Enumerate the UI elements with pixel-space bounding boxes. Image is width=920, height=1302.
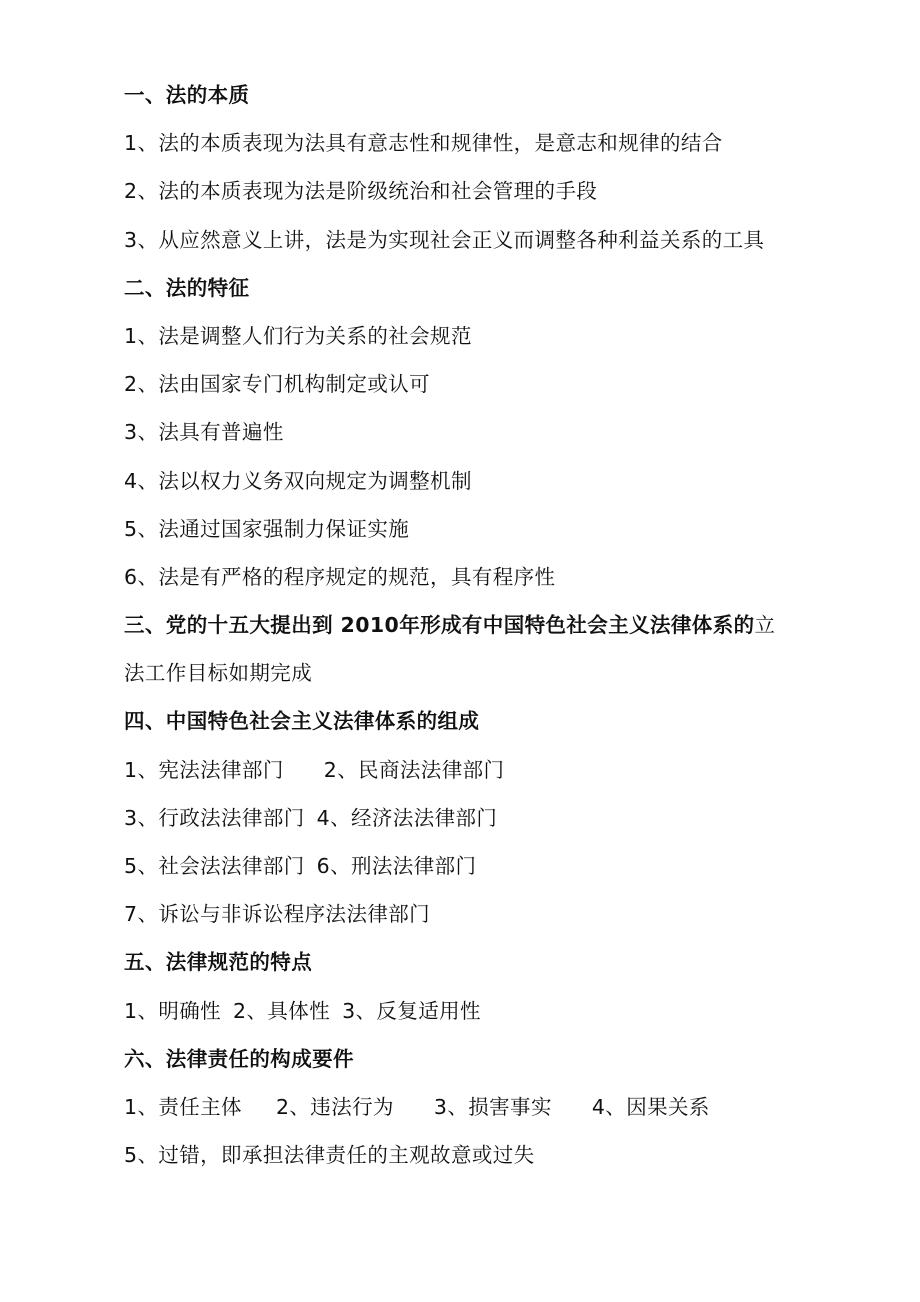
section-5-row <box>124 994 824 1042</box>
section-heading-1: 一、法的本质 <box>124 83 250 107</box>
section-4-item-3: 3、行政法法律部门 <box>124 805 305 830</box>
section-2-item-5: 5、法通过国家强制力保证实施 <box>124 516 410 541</box>
document-page <box>124 78 824 1186</box>
section-6-item-3: 3、损害事实 <box>433 1094 552 1119</box>
section-4-item-6: 6、刑法法律部门 <box>316 854 477 878</box>
section-4-row-3 <box>124 849 824 897</box>
section-heading-6: 六、法律责任的构成要件 <box>124 1046 354 1071</box>
section-6-item-4: 4、因果关系 <box>591 1094 710 1119</box>
section-2-item-2: 2、法由国家专门机构制定或认可 <box>124 372 431 397</box>
section-heading-2: 二、法的特征 <box>124 275 250 300</box>
section-6-row <box>124 1090 824 1138</box>
section-1-item-2: 2、法的本质表现为法是阶级统治和社会管理的手段 <box>124 179 598 204</box>
section-4-row-2 <box>124 801 824 849</box>
section-2-item-4: 4、法以权力义务双向规定为调整机制 <box>124 468 472 493</box>
section-heading-3 <box>124 608 824 656</box>
section-4-item-5: 5、社会法法律部门 <box>124 854 305 878</box>
section-2-item-1: 1、法是调整人们行为关系的社会规范 <box>124 323 472 348</box>
section-3-continuation: 法工作目标如期完成 <box>124 661 313 686</box>
section-1-item-1: 1、法的本质表现为法具有意志性和规律性，是意志和规律的结合 <box>124 131 723 156</box>
section-4-item-7: 7、诉讼与非诉讼程序法法律部门 <box>124 902 431 927</box>
section-4-item-4: 4、经济法法律部门 <box>316 805 498 830</box>
section-2-item-6: 6、法是有严格的程序规定的规范，具有程序性 <box>124 564 556 589</box>
section-4-row-4 <box>124 897 824 945</box>
section-3-heading-tail: 立 <box>754 613 776 638</box>
section-5-item-1: 1、明确性 <box>124 998 222 1023</box>
section-heading-5: 五、法律规范的特点 <box>124 950 313 975</box>
section-5-item-2: 2、具体性 <box>233 998 331 1023</box>
section-2-item-3: 3、法具有普遍性 <box>124 420 284 445</box>
section-4-item-1: 1、宪法法律部门 <box>124 757 284 782</box>
section-4-item-2: 2、民商法法律部门 <box>323 757 505 782</box>
section-6-item-1: 1、责任主体 <box>124 1094 242 1119</box>
section-1-item-3: 3、从应然意义上讲，法是为实现社会正义而调整各种利益关系的工具 <box>124 227 765 252</box>
section-5-item-3: 3、反复适用性 <box>342 998 481 1023</box>
section-6-item-2: 2、违法行为 <box>275 1094 394 1119</box>
section-3-heading-bold: 三、党的十五大提出到 2010年形成有中国特色社会主义法律体系的 <box>124 613 755 638</box>
section-4-row-1 <box>124 753 824 801</box>
section-6-item-5: 5、过错，即承担法律责任的主观故意或过失 <box>124 1143 535 1168</box>
section-heading-4: 四、中国特色社会主义法律体系的组成 <box>124 709 480 734</box>
